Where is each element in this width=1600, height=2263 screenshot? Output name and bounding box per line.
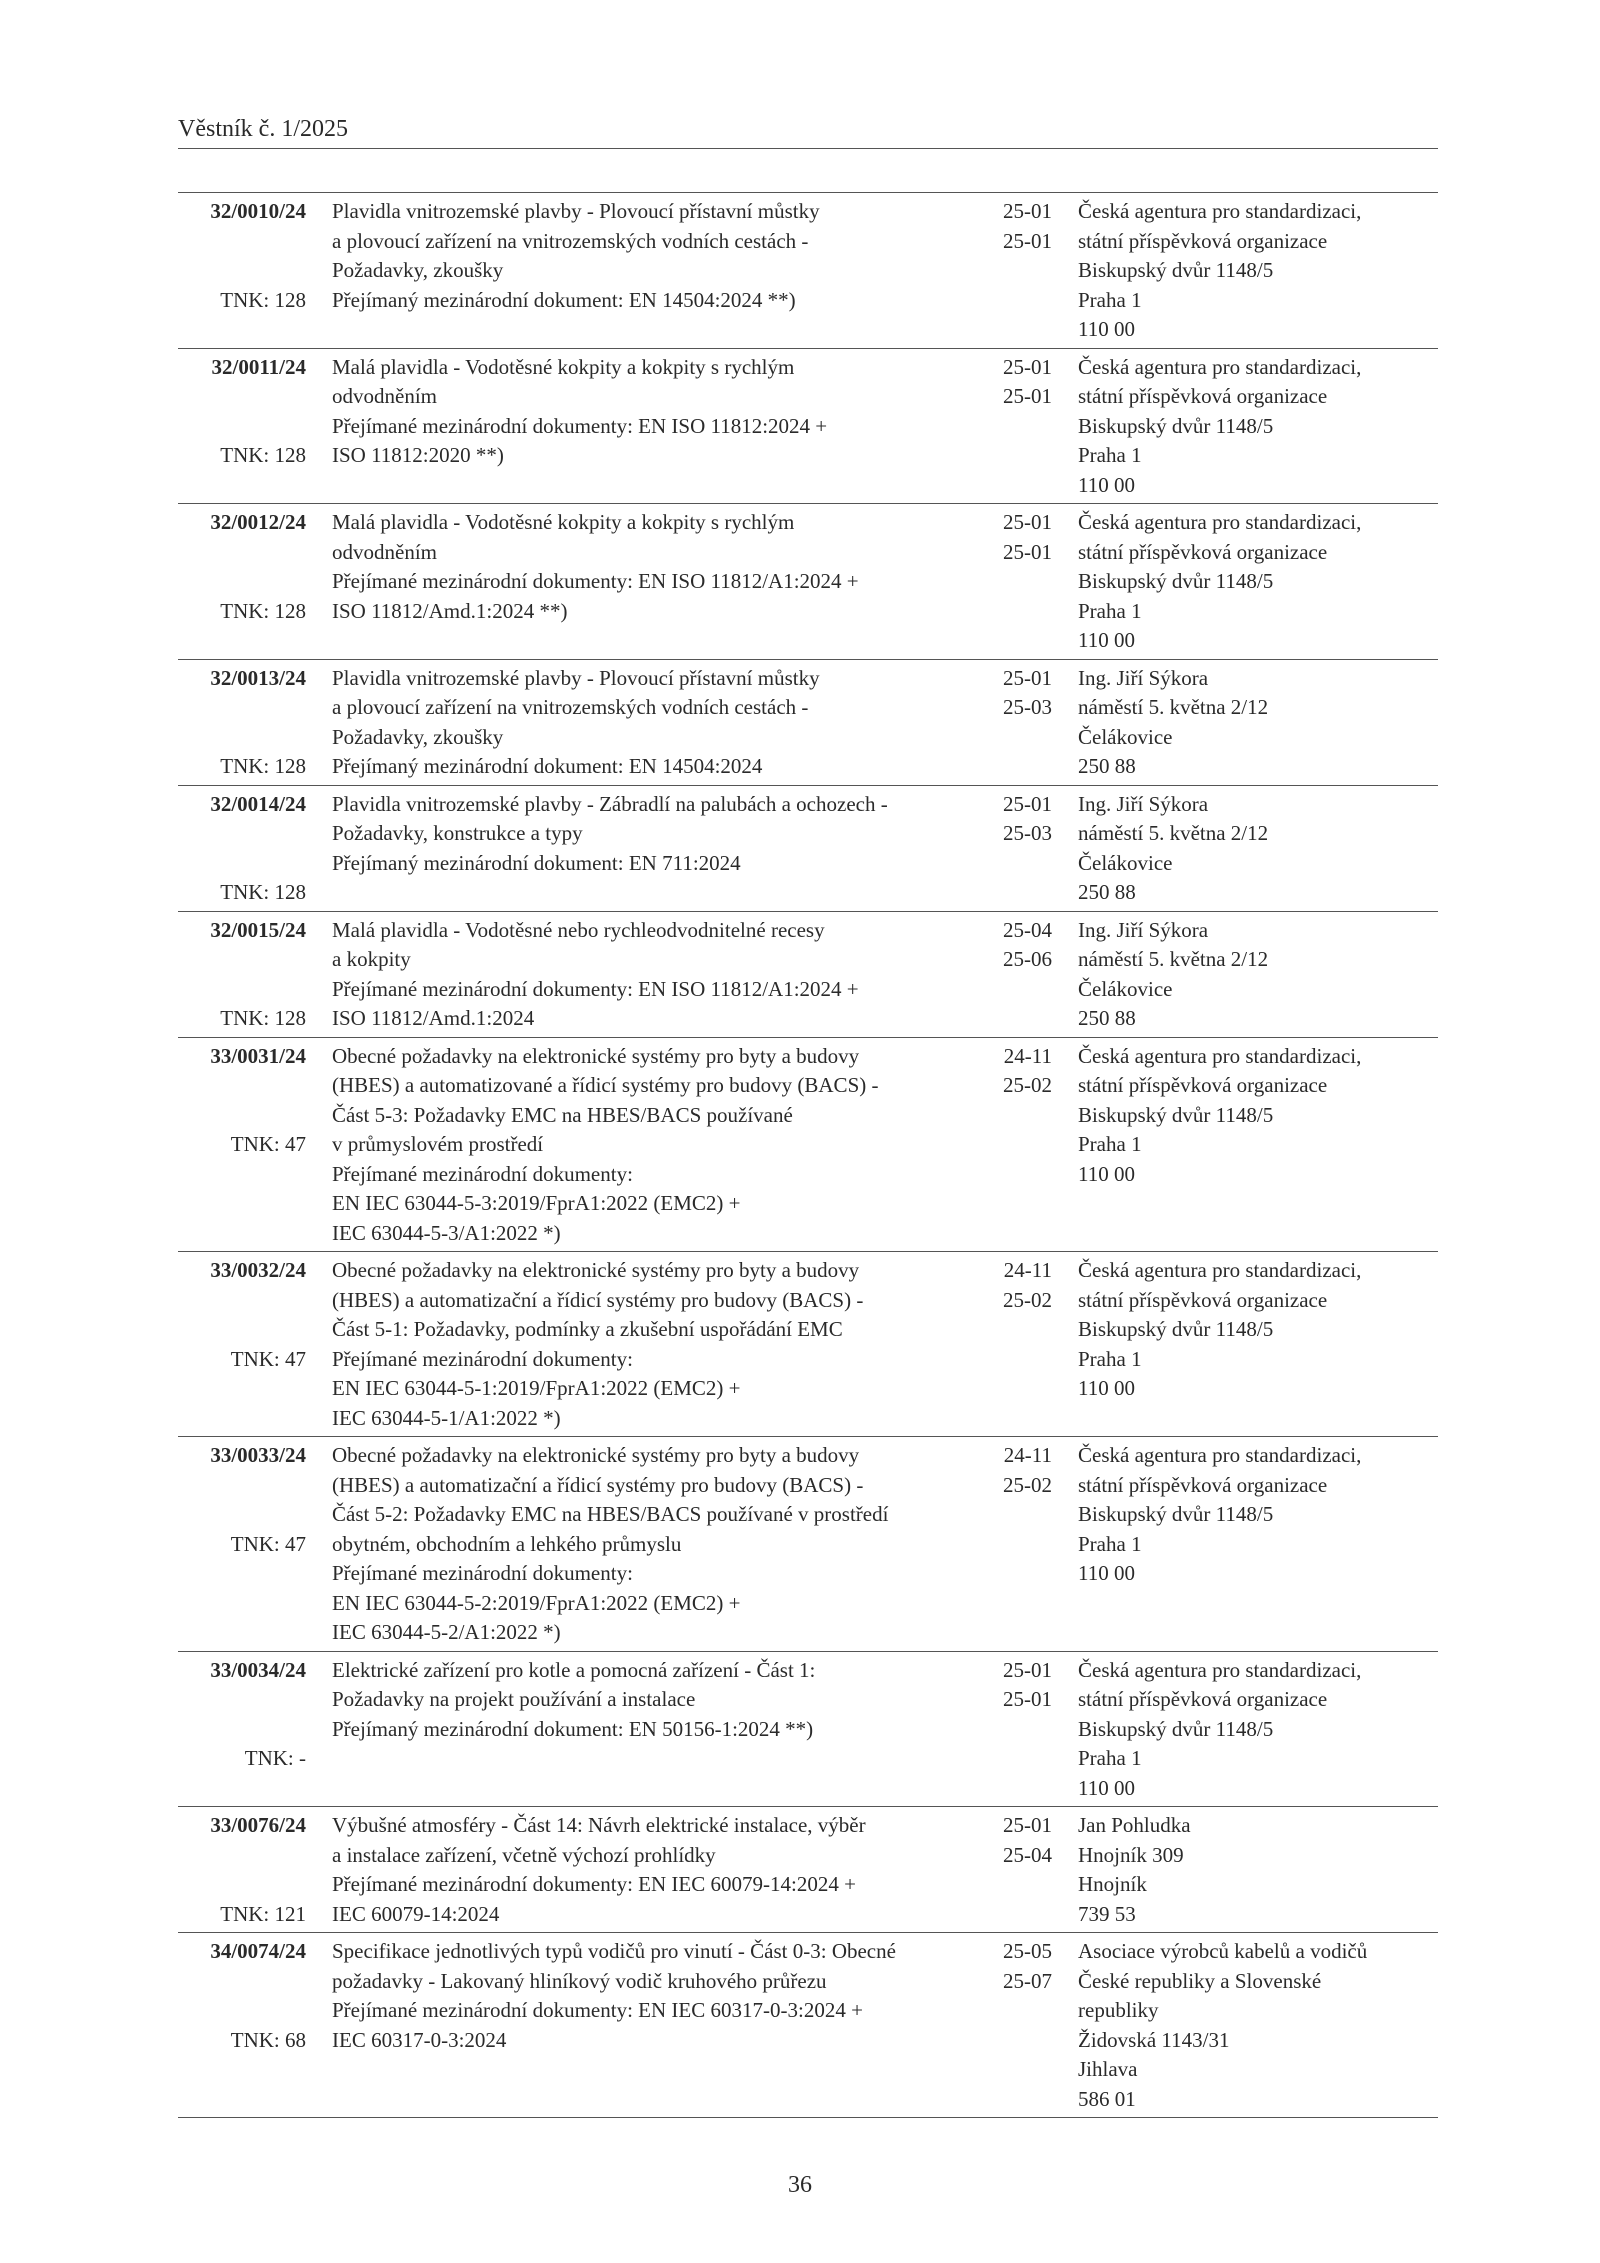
standard-id-cell bbox=[178, 1441, 306, 1648]
processor-address-cell bbox=[1052, 1656, 1438, 1804]
title-line: a kokpity bbox=[332, 947, 411, 971]
standard-number: 32/0010/24 bbox=[210, 199, 306, 223]
title-line: odvodněním bbox=[332, 539, 437, 564]
address-line: Ing. Jiří Sýkora bbox=[1078, 917, 1209, 942]
title-line: Požadavky, konstrukce a typy bbox=[332, 821, 583, 845]
standard-id-cell bbox=[178, 1042, 306, 1249]
address-line: státní příspěvková organizace bbox=[1078, 384, 1328, 408]
address-line: Biskupský dvůr 1148/5 bbox=[1078, 1317, 1274, 1341]
table-row bbox=[178, 912, 1438, 1038]
date-value: 25-01 bbox=[1003, 384, 1052, 408]
title-line: a plovoucí zařízení na vnitrozemských vodních cestách - bbox=[332, 228, 809, 253]
dates-cell bbox=[958, 916, 1052, 1034]
tnk-label: TNK: 47 bbox=[230, 1132, 306, 1156]
tnk-label: TNK: 47 bbox=[230, 1346, 306, 1371]
date-value: 25-01 bbox=[1003, 539, 1052, 564]
address-line: 110 00 bbox=[1078, 1561, 1135, 1585]
dates-cell bbox=[958, 197, 1052, 345]
title-line: IEC 60317-0-3:2024 bbox=[332, 2027, 507, 2052]
address-line: 250 88 bbox=[1078, 754, 1136, 778]
title-line: EN IEC 63044-5-3:2019/FprA1:2022 (EMC2) + bbox=[332, 1191, 741, 1215]
standard-number: 33/0034/24 bbox=[210, 1657, 306, 1682]
title-line: Přejímané mezinárodní dokumenty: bbox=[332, 1561, 633, 1585]
title-line: obytném, obchodním a lehkého průmyslu bbox=[332, 1531, 682, 1556]
standard-number: 33/0076/24 bbox=[210, 1813, 306, 1837]
title-line: a plovoucí zařízení na vnitrozemských vodních cestách - bbox=[332, 695, 809, 719]
address-line: Asociace výrobců kabelů a vodičů bbox=[1078, 1939, 1368, 1963]
title-line: a instalace zařízení, včetně výchozí prohlídky bbox=[332, 1842, 716, 1867]
title-line: Obecné požadavky na elektronické systémy pro byty a budovy bbox=[332, 1443, 860, 1467]
table-row bbox=[178, 1437, 1438, 1652]
date-value: 25-06 bbox=[1003, 947, 1052, 971]
standard-number: 32/0011/24 bbox=[211, 354, 306, 379]
title-line: Přejímané mezinárodní dokumenty: EN ISO 11812:2024 + bbox=[332, 413, 828, 438]
address-line: Jihlava bbox=[1078, 2057, 1138, 2081]
title-line: Přejímané mezinárodní dokumenty: bbox=[332, 1346, 633, 1371]
standard-number: 32/0012/24 bbox=[210, 510, 306, 534]
processor-address-cell bbox=[1052, 1441, 1438, 1648]
processor-address-cell bbox=[1052, 197, 1438, 345]
address-line: náměstí 5. května 2/12 bbox=[1078, 947, 1269, 971]
tnk-label: TNK: - bbox=[244, 1746, 306, 1770]
address-line: Česká agentura pro standardizaci, bbox=[1078, 1443, 1362, 1467]
standard-number: 33/0031/24 bbox=[210, 1043, 306, 1068]
title-line: IEC 63044-5-1/A1:2022 *) bbox=[332, 1405, 561, 1430]
title-line: Plavidla vnitrozemské plavby - Plovoucí přístavní můstky bbox=[332, 199, 820, 223]
address-line: Biskupský dvůr 1148/5 bbox=[1078, 1102, 1274, 1127]
title-line: Elektrické zařízení pro kotle a pomocná zařízení - Část 1: bbox=[332, 1657, 816, 1682]
address-line: státní příspěvková organizace bbox=[1078, 1687, 1328, 1711]
tnk-label: TNK: 68 bbox=[230, 2027, 306, 2052]
address-line: Jan Pohludka bbox=[1078, 1813, 1191, 1837]
processor-address-cell bbox=[1052, 790, 1438, 908]
standard-id-cell bbox=[178, 508, 306, 656]
standard-id-cell bbox=[178, 1656, 306, 1804]
table-row bbox=[178, 349, 1438, 505]
date-value: 25-04 bbox=[1003, 917, 1052, 942]
dates-cell bbox=[958, 1256, 1052, 1433]
address-line: 586 01 bbox=[1078, 2086, 1136, 2111]
address-line: Ing. Jiří Sýkora bbox=[1078, 791, 1209, 816]
date-value: 24-11 bbox=[1003, 1043, 1052, 1068]
address-line: Biskupský dvůr 1148/5 bbox=[1078, 1502, 1274, 1526]
standards-table bbox=[178, 192, 1438, 2118]
title-line: EN IEC 63044-5-2:2019/FprA1:2022 (EMC2) + bbox=[332, 1590, 741, 1615]
date-value: 25-01 bbox=[1003, 1657, 1052, 1682]
address-line: náměstí 5. května 2/12 bbox=[1078, 821, 1269, 845]
date-value: 25-01 bbox=[1003, 354, 1052, 379]
standard-id-cell bbox=[178, 1937, 306, 2114]
standard-number: 33/0033/24 bbox=[210, 1443, 306, 1467]
title-line: Přejímané mezinárodní dokumenty: EN IEC 60079-14:2024 + bbox=[332, 1872, 856, 1896]
table-row bbox=[178, 1252, 1438, 1437]
tnk-label: TNK: 128 bbox=[220, 880, 306, 904]
dates-cell bbox=[958, 508, 1052, 656]
standard-id-cell bbox=[178, 790, 306, 908]
title-line: Část 5-1: Požadavky, podmínky a zkušební uspořádání EMC bbox=[332, 1317, 843, 1341]
address-line: 739 53 bbox=[1078, 1901, 1136, 1926]
date-value: 25-01 bbox=[1003, 510, 1052, 534]
address-line: 110 00 bbox=[1078, 1376, 1135, 1400]
address-line: Praha 1 bbox=[1078, 1346, 1142, 1371]
title-line: v průmyslovém prostředí bbox=[332, 1132, 544, 1156]
title-line: Přejímané mezinárodní dokumenty: EN IEC 60317-0-3:2024 + bbox=[332, 1998, 863, 2022]
dates-cell bbox=[958, 664, 1052, 782]
address-line: Biskupský dvůr 1148/5 bbox=[1078, 258, 1274, 282]
address-line: státní příspěvková organizace bbox=[1078, 1472, 1328, 1497]
address-line: Biskupský dvůr 1148/5 bbox=[1078, 1716, 1274, 1741]
processor-address-cell bbox=[1052, 1256, 1438, 1433]
address-line: Česká agentura pro standardizaci, bbox=[1078, 199, 1362, 223]
title-line: Plavidla vnitrozemské plavby - Zábradlí na palubách a ochozech - bbox=[332, 791, 888, 816]
dates-cell bbox=[958, 1656, 1052, 1804]
date-value: 25-01 bbox=[1003, 1813, 1052, 1837]
date-value: 24-11 bbox=[1003, 1258, 1052, 1282]
title-line: Přejímané mezinárodní dokumenty: bbox=[332, 1161, 633, 1186]
dates-cell bbox=[958, 353, 1052, 501]
address-line: Židovská 1143/31 bbox=[1078, 2027, 1230, 2052]
address-line: Praha 1 bbox=[1078, 598, 1142, 623]
date-value: 25-07 bbox=[1003, 1968, 1052, 1993]
tnk-label: TNK: 128 bbox=[220, 754, 306, 778]
title-line: Obecné požadavky na elektronické systémy pro byty a budovy bbox=[332, 1043, 860, 1068]
date-value: 25-05 bbox=[1003, 1939, 1052, 1963]
table-row bbox=[178, 1038, 1438, 1253]
address-line: Praha 1 bbox=[1078, 443, 1142, 467]
dates-cell bbox=[958, 1937, 1052, 2114]
dates-cell bbox=[958, 1811, 1052, 1929]
address-line: Česká agentura pro standardizaci, bbox=[1078, 510, 1362, 534]
title-line: Výbušné atmosféry - Část 14: Návrh elektrické instalace, výběr bbox=[332, 1813, 866, 1837]
processor-address-cell bbox=[1052, 1042, 1438, 1249]
address-line: Čelákovice bbox=[1078, 976, 1173, 1001]
address-line: Česká agentura pro standardizaci, bbox=[1078, 1043, 1362, 1068]
table-row bbox=[178, 786, 1438, 912]
address-line: Biskupský dvůr 1148/5 bbox=[1078, 569, 1274, 593]
address-line: Česká agentura pro standardizaci, bbox=[1078, 1657, 1362, 1682]
standard-id-cell bbox=[178, 1256, 306, 1433]
address-line: 110 00 bbox=[1078, 628, 1135, 652]
title-line: Přejímaný mezinárodní dokument: EN 711:2024 bbox=[332, 850, 741, 875]
title-line: Požadavky, zkoušky bbox=[332, 724, 504, 749]
processor-address-cell bbox=[1052, 916, 1438, 1034]
standard-id-cell bbox=[178, 1811, 306, 1929]
tnk-label: TNK: 128 bbox=[220, 287, 306, 312]
title-line: (HBES) a automatizované a řídicí systémy pro budovy (BACS) - bbox=[332, 1073, 879, 1097]
table-row bbox=[178, 1652, 1438, 1808]
address-line: 110 00 bbox=[1078, 317, 1135, 341]
title-line: ISO 11812/Amd.1:2024 bbox=[332, 1006, 535, 1030]
standard-number: 33/0032/24 bbox=[210, 1258, 306, 1282]
title-line: Specifikace jednotlivých typů vodičů pro vinutí - Část 0-3: Obecné bbox=[332, 1939, 896, 1963]
title-line: ISO 11812/Amd.1:2024 **) bbox=[332, 598, 568, 623]
date-value: 25-03 bbox=[1003, 821, 1052, 845]
standard-title-cell bbox=[306, 1256, 958, 1433]
address-line: Biskupský dvůr 1148/5 bbox=[1078, 413, 1274, 438]
page-header bbox=[178, 114, 1438, 149]
title-line: Přejímaný mezinárodní dokument: EN 14504:2024 bbox=[332, 754, 763, 778]
date-value: 25-04 bbox=[1003, 1842, 1052, 1867]
standard-id-cell bbox=[178, 353, 306, 501]
standard-number: 32/0014/24 bbox=[210, 791, 306, 816]
standard-title-cell bbox=[306, 916, 958, 1034]
date-value: 25-02 bbox=[1003, 1472, 1052, 1497]
standard-id-cell bbox=[178, 197, 306, 345]
processor-address-cell bbox=[1052, 1937, 1438, 2114]
title-line: Přejímané mezinárodní dokumenty: EN ISO 11812/A1:2024 + bbox=[332, 569, 859, 593]
table-row bbox=[178, 504, 1438, 660]
title-line: Malá plavidla - Vodotěsné nebo rychleodvodnitelné recesy bbox=[332, 917, 825, 942]
date-value: 25-01 bbox=[1003, 791, 1052, 816]
date-value: 25-02 bbox=[1003, 1073, 1052, 1097]
standard-number: 32/0015/24 bbox=[210, 917, 306, 942]
title-line: ISO 11812:2020 **) bbox=[332, 443, 504, 467]
title-line: IEC 60079-14:2024 bbox=[332, 1901, 500, 1926]
tnk-label: TNK: 47 bbox=[230, 1531, 306, 1556]
title-line: Část 5-3: Požadavky EMC na HBES/BACS používané bbox=[332, 1102, 793, 1127]
date-value: 25-02 bbox=[1003, 1287, 1052, 1312]
processor-address-cell bbox=[1052, 1811, 1438, 1929]
title-line: Obecné požadavky na elektronické systémy pro byty a budovy bbox=[332, 1258, 860, 1282]
standard-title-cell bbox=[306, 1656, 958, 1804]
title-line: (HBES) a automatizační a řídicí systémy pro budovy (BACS) - bbox=[332, 1287, 864, 1312]
dates-cell bbox=[958, 790, 1052, 908]
address-line: 110 00 bbox=[1078, 472, 1135, 497]
title-line: odvodněním bbox=[332, 384, 437, 408]
standard-id-cell bbox=[178, 664, 306, 782]
title-line: Malá plavidla - Vodotěsné kokpity a kokpity s rychlým bbox=[332, 354, 795, 379]
dates-cell bbox=[958, 1441, 1052, 1648]
address-line: státní příspěvková organizace bbox=[1078, 539, 1328, 564]
table-row bbox=[178, 660, 1438, 786]
address-line: 110 00 bbox=[1078, 1161, 1135, 1186]
title-line: Přejímaný mezinárodní dokument: EN 50156-1:2024 **) bbox=[332, 1716, 814, 1741]
date-value: 25-01 bbox=[1003, 1687, 1052, 1711]
address-line: Praha 1 bbox=[1078, 1746, 1142, 1770]
title-line: požadavky - Lakovaný hliníkový vodič kruhového průřezu bbox=[332, 1968, 827, 1993]
address-line: 250 88 bbox=[1078, 1006, 1136, 1030]
standard-id-cell bbox=[178, 916, 306, 1034]
standard-title-cell bbox=[306, 1441, 958, 1648]
standard-title-cell bbox=[306, 790, 958, 908]
standard-title-cell bbox=[306, 508, 958, 656]
tnk-label: TNK: 128 bbox=[220, 443, 306, 467]
address-line: Praha 1 bbox=[1078, 287, 1142, 312]
date-value: 25-01 bbox=[1003, 199, 1052, 223]
address-line: státní příspěvková organizace bbox=[1078, 228, 1328, 253]
dates-cell bbox=[958, 1042, 1052, 1249]
processor-address-cell bbox=[1052, 353, 1438, 501]
title-line: Požadavky, zkoušky bbox=[332, 258, 504, 282]
address-line: Praha 1 bbox=[1078, 1531, 1142, 1556]
address-line: České republiky a Slovenské bbox=[1078, 1968, 1322, 1993]
tnk-label: TNK: 128 bbox=[220, 1006, 306, 1030]
standard-number: 32/0013/24 bbox=[210, 665, 306, 690]
title-line: Přejímaný mezinárodní dokument: EN 14504:2024 **) bbox=[332, 287, 796, 312]
address-line: Praha 1 bbox=[1078, 1132, 1142, 1156]
standard-title-cell bbox=[306, 353, 958, 501]
standard-title-cell bbox=[306, 1811, 958, 1929]
title-line: Část 5-2: Požadavky EMC na HBES/BACS používané v prostředí bbox=[332, 1502, 889, 1526]
title-line: Přejímané mezinárodní dokumenty: EN ISO 11812/A1:2024 + bbox=[332, 976, 859, 1001]
standard-title-cell bbox=[306, 1042, 958, 1249]
standard-title-cell bbox=[306, 197, 958, 345]
tnk-label: TNK: 121 bbox=[220, 1901, 306, 1926]
title-line: EN IEC 63044-5-1:2019/FprA1:2022 (EMC2) + bbox=[332, 1376, 741, 1400]
address-line: Čelákovice bbox=[1078, 850, 1173, 875]
date-value: 25-01 bbox=[1003, 665, 1052, 690]
address-line: státní příspěvková organizace bbox=[1078, 1287, 1328, 1312]
processor-address-cell bbox=[1052, 508, 1438, 656]
address-line: Česká agentura pro standardizaci, bbox=[1078, 1258, 1362, 1282]
address-line: 250 88 bbox=[1078, 880, 1136, 904]
page-number: 36 bbox=[788, 2172, 812, 2198]
date-value: 25-03 bbox=[1003, 695, 1052, 719]
title-line: Požadavky na projekt používání a instalace bbox=[332, 1687, 696, 1711]
title-line: (HBES) a automatizační a řídicí systémy pro budovy (BACS) - bbox=[332, 1472, 864, 1497]
address-line: republiky bbox=[1078, 1998, 1159, 2022]
address-line: 110 00 bbox=[1078, 1775, 1135, 1800]
tnk-label: TNK: 128 bbox=[220, 598, 306, 623]
table-row bbox=[178, 1807, 1438, 1933]
address-line: Česká agentura pro standardizaci, bbox=[1078, 354, 1362, 379]
date-value: 25-01 bbox=[1003, 228, 1052, 253]
standard-title-cell bbox=[306, 664, 958, 782]
address-line: Hnojník 309 bbox=[1078, 1842, 1184, 1867]
address-line: Ing. Jiří Sýkora bbox=[1078, 665, 1209, 690]
standard-title-cell bbox=[306, 1937, 958, 2114]
title-line: Plavidla vnitrozemské plavby - Plovoucí přístavní můstky bbox=[332, 665, 820, 690]
table-row bbox=[178, 1933, 1438, 2118]
title-line: IEC 63044-5-2/A1:2022 *) bbox=[332, 1620, 561, 1644]
title-line: IEC 63044-5-3/A1:2022 *) bbox=[332, 1220, 561, 1245]
table-row bbox=[178, 193, 1438, 349]
address-line: Hnojník bbox=[1078, 1872, 1147, 1896]
standard-number: 34/0074/24 bbox=[210, 1939, 306, 1963]
date-value: 24-11 bbox=[1003, 1443, 1052, 1467]
address-line: Čelákovice bbox=[1078, 724, 1173, 749]
address-line: náměstí 5. května 2/12 bbox=[1078, 695, 1269, 719]
address-line: státní příspěvková organizace bbox=[1078, 1073, 1328, 1097]
title-line: Malá plavidla - Vodotěsné kokpity a kokpity s rychlým bbox=[332, 510, 795, 534]
bulletin-title: Věstník č. 1/2025 bbox=[178, 116, 348, 142]
processor-address-cell bbox=[1052, 664, 1438, 782]
